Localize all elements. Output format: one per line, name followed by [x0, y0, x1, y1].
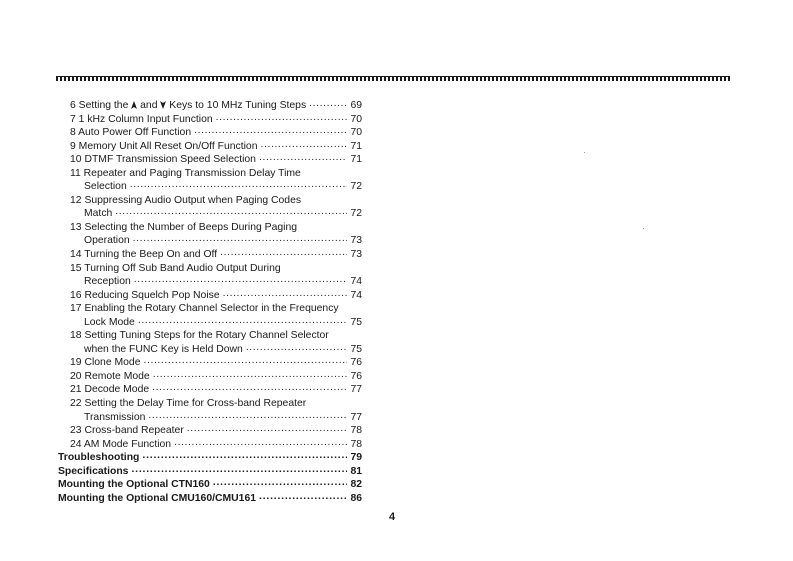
- toc-entry[interactable]: [58, 289, 362, 303]
- toc-entry-text: Mounting the Optional CTN160: [58, 479, 210, 491]
- dot-leader: [174, 436, 347, 450]
- toc-page-number: 77: [350, 411, 362, 423]
- dot-leader: [246, 341, 348, 355]
- dot-leader: [194, 124, 347, 138]
- dot-leader: [152, 381, 347, 395]
- toc-entry-text: 13 Selecting the Number of Beeps During Paging: [70, 221, 298, 233]
- toc-entry-text: Transmission: [84, 411, 146, 423]
- toc-page-number: 72: [350, 208, 362, 220]
- toc-page-number: 77: [350, 384, 362, 396]
- toc-entry-text: Match: [84, 208, 113, 220]
- toc-entry-text: 12 Suppressing Audio Output when Paging Codes: [70, 194, 302, 206]
- scan-speck: [643, 228, 644, 229]
- toc-entry[interactable]: [58, 316, 362, 330]
- toc-page-number: 76: [350, 357, 362, 369]
- toc-entry[interactable]: [58, 153, 362, 167]
- toc-entry-text: 16 Reducing Squelch Pop Noise: [70, 289, 220, 301]
- toc-entry-text: 22 Setting the Delay Time for Cross-band Repeater: [70, 398, 307, 410]
- toc-entry-text: 8 Auto Power Off Function: [70, 127, 192, 139]
- dot-leader: [153, 368, 348, 382]
- toc-entry-text: 19 Clone Mode: [70, 357, 141, 369]
- toc-page-number: 69: [350, 100, 362, 111]
- toc-entry[interactable]: [58, 207, 362, 221]
- toc-entry-text: Mounting the Optional CMU160/CMU161: [58, 492, 257, 504]
- toc-entry-text: Keys to 10 MHz Tuning Steps: [169, 100, 307, 111]
- toc-entry-text: 9 Memory Unit All Reset On/Off Function: [70, 140, 258, 152]
- toc-entry-text: Specifications: [58, 465, 129, 477]
- dot-leader: [133, 232, 348, 246]
- dot-leader: [115, 205, 347, 219]
- toc-page-number: 75: [350, 316, 362, 328]
- toc-entry-text: 6 Setting the: [70, 100, 129, 111]
- dot-leader: [259, 490, 347, 504]
- toc-entry-text: Lock Mode: [84, 316, 135, 328]
- toc-section-cmu160[interactable]: [58, 492, 362, 506]
- toc-entry-text: and: [140, 100, 158, 111]
- toc-entry-text: 24 AM Mode Function: [70, 438, 172, 450]
- toc-entry-text: Reception: [84, 276, 131, 288]
- toc-entry-text: 23 Cross-band Repeater: [70, 425, 184, 437]
- toc-page-number: 74: [350, 276, 362, 288]
- dot-leader: [142, 449, 347, 463]
- toc-page-number: 73: [350, 235, 362, 247]
- dot-leader: [213, 476, 348, 490]
- dot-leader: [138, 314, 348, 328]
- toc-entry-text: when the FUNC Key is Held Down: [84, 343, 243, 355]
- toc-entry-text: 15 Turning Off Sub Band Audio Output During: [70, 262, 281, 274]
- toc-page-number: 79: [350, 452, 362, 464]
- dot-leader: [187, 422, 348, 436]
- toc-entry[interactable]: [58, 383, 362, 397]
- dot-leader: [216, 111, 348, 125]
- toc-entry-text: 11 Repeater and Paging Transmission Delay Time: [70, 167, 301, 179]
- toc-page-number: 74: [350, 289, 362, 301]
- dot-leader: [143, 354, 347, 368]
- toc-page-number: 82: [350, 479, 362, 491]
- dot-leader: [223, 287, 348, 301]
- toc-page-number: 71: [350, 140, 362, 152]
- toc-entry-text: 20 Remote Mode: [70, 370, 150, 382]
- toc-entry[interactable]: [58, 248, 362, 262]
- toc-entry-text: 21 Decode Mode: [70, 384, 150, 396]
- toc-entry-text: 18 Setting Tuning Steps for the Rotary Channel Selector: [70, 330, 329, 342]
- dot-leader: [309, 97, 347, 111]
- dot-leader: [220, 246, 347, 260]
- toc-page-number: 75: [350, 343, 362, 355]
- toc-page-number: 78: [350, 425, 362, 437]
- dot-leader: [148, 409, 347, 423]
- toc-page-number: 81: [350, 465, 362, 477]
- scan-speck: [584, 152, 585, 153]
- dot-leader: [259, 151, 347, 165]
- toc-page-number: 71: [350, 154, 362, 166]
- toc-page-number: 78: [350, 438, 362, 450]
- up-arrow-key-icon: [131, 101, 137, 109]
- toc-entry-text: Selection: [84, 181, 127, 193]
- toc-page-number: 86: [350, 492, 362, 504]
- toc-entry-text: 14 Turning the Beep On and Off: [70, 249, 218, 261]
- toc-page-number: 70: [350, 127, 362, 139]
- dot-leader: [130, 178, 348, 192]
- dot-leader: [261, 138, 348, 152]
- decorative-border: [56, 76, 730, 81]
- toc-entry-text: 7 1 kHz Column Input Function: [70, 113, 213, 125]
- table-of-contents: [58, 99, 362, 505]
- page-number: 4: [389, 511, 396, 523]
- toc-page-number: 72: [350, 181, 362, 193]
- down-arrow-key-icon: [160, 101, 166, 109]
- toc-page-number: 70: [350, 113, 362, 125]
- toc-entry-text: 10 DTMF Transmission Speed Selection: [70, 154, 256, 166]
- dot-leader: [131, 463, 347, 477]
- toc-entry-text: 17 Enabling the Rotary Channel Selector in the Frequency: [70, 303, 339, 315]
- toc-entry-text: Troubleshooting: [58, 452, 140, 464]
- dot-leader: [134, 273, 348, 287]
- toc-entry[interactable]: [58, 180, 362, 194]
- toc-page-number: 73: [350, 249, 362, 261]
- toc-entry-text: Operation: [84, 235, 130, 247]
- toc-page-number: 76: [350, 370, 362, 382]
